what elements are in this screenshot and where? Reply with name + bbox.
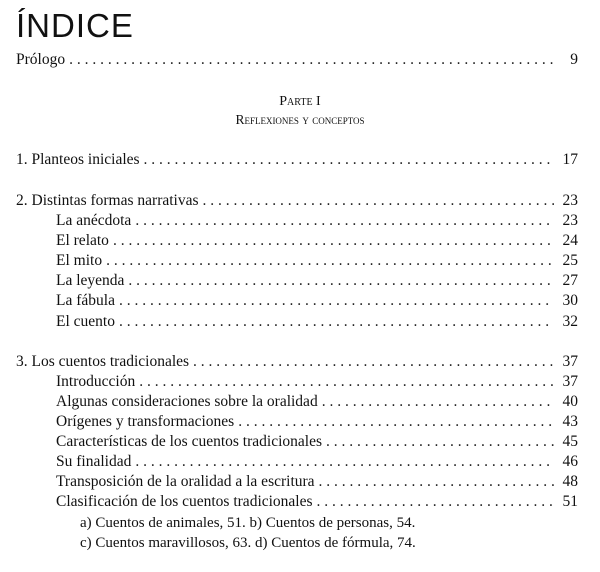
- part-subtitle: Reflexiones y conceptos: [235, 112, 365, 127]
- toc-label: El cuento: [56, 313, 115, 330]
- toc-label: La leyenda: [56, 272, 125, 289]
- toc-page: 51: [562, 493, 578, 510]
- toc-page: 32: [562, 313, 578, 330]
- dot-leader: [322, 392, 554, 412]
- toc-label: 3. Los cuentos tradicionales: [16, 353, 190, 370]
- dot-leader: [135, 211, 554, 231]
- toc-subentry[interactable]: [56, 392, 578, 412]
- dot-leader: [319, 472, 554, 492]
- toc-subentry[interactable]: [56, 432, 578, 452]
- toc-page: 25: [562, 252, 578, 269]
- toc-page: 24: [562, 232, 578, 249]
- dot-leader: [69, 50, 554, 70]
- toc-subentry[interactable]: [56, 412, 578, 432]
- toc-page: 43: [562, 413, 578, 430]
- dot-leader: [139, 372, 554, 392]
- part-heading: Parte I: [279, 94, 321, 109]
- toc-subentry[interactable]: [56, 452, 578, 472]
- toc-subentry[interactable]: [56, 291, 578, 311]
- dot-leader: [128, 271, 554, 291]
- toc-label: Su finalidad: [56, 453, 132, 470]
- toc-label: Prólogo: [16, 51, 66, 68]
- dot-leader: [238, 412, 554, 432]
- dot-leader: [326, 432, 554, 452]
- classification-note: a) Cuentos de animales, 51. b) Cuentos de personas, 54.: [80, 515, 416, 531]
- dot-leader: [113, 231, 554, 251]
- toc-label: Clasificación de los cuentos tradicionales: [56, 493, 313, 510]
- toc-page: 37: [562, 353, 578, 370]
- dot-leader: [144, 150, 554, 170]
- dot-leader: [193, 352, 554, 372]
- toc-label: La anécdota: [56, 212, 132, 229]
- toc-page: 45: [562, 433, 578, 450]
- toc-subentry[interactable]: [56, 231, 578, 251]
- toc-page: 46: [562, 453, 578, 470]
- toc-label: Transposición de la oralidad a la escritura: [56, 473, 315, 490]
- toc-page: 40: [562, 393, 578, 410]
- toc-label: Características de los cuentos tradicionales: [56, 433, 322, 450]
- dot-leader: [119, 312, 554, 332]
- toc-subentry[interactable]: [56, 372, 578, 392]
- toc-label: La fábula: [56, 292, 115, 309]
- toc-label: El relato: [56, 232, 109, 249]
- toc-page: 9: [570, 51, 578, 68]
- toc-label: El mito: [56, 252, 103, 269]
- toc-section-3[interactable]: [16, 352, 578, 372]
- toc-page: 30: [562, 292, 578, 309]
- dot-leader: [119, 291, 554, 311]
- toc-page: 17: [562, 151, 578, 168]
- toc-subentry[interactable]: [56, 271, 578, 291]
- toc-label: 2. Distintas formas narrativas: [16, 192, 199, 209]
- toc-page: 23: [562, 212, 578, 229]
- dot-leader: [203, 191, 554, 211]
- toc-label: Introducción: [56, 373, 136, 390]
- dot-leader: [135, 452, 554, 472]
- toc-page: 48: [562, 473, 578, 490]
- toc-page: 27: [562, 272, 578, 289]
- toc-page: 37: [562, 373, 578, 390]
- classification-note: c) Cuentos maravillosos, 63. d) Cuentos de fórmula, 74.: [80, 535, 416, 551]
- toc-label: 1. Planteos iniciales: [16, 151, 140, 168]
- toc-section-1[interactable]: [16, 150, 578, 170]
- toc-page: 23: [562, 192, 578, 209]
- toc-subentry[interactable]: [56, 492, 578, 512]
- toc-subentry[interactable]: [56, 211, 578, 231]
- page-title: ÍNDICE: [16, 7, 134, 44]
- dot-leader: [317, 492, 554, 512]
- toc-section-2[interactable]: [16, 191, 578, 211]
- toc-label: Orígenes y transformaciones: [56, 413, 235, 430]
- dot-leader: [106, 251, 554, 271]
- toc-label: Algunas consideraciones sobre la oralidad: [56, 393, 318, 410]
- toc-subentry[interactable]: [56, 251, 578, 271]
- toc-entry-prologo[interactable]: [16, 50, 578, 70]
- toc-subentry[interactable]: [56, 472, 578, 492]
- toc-subentry[interactable]: [56, 312, 578, 332]
